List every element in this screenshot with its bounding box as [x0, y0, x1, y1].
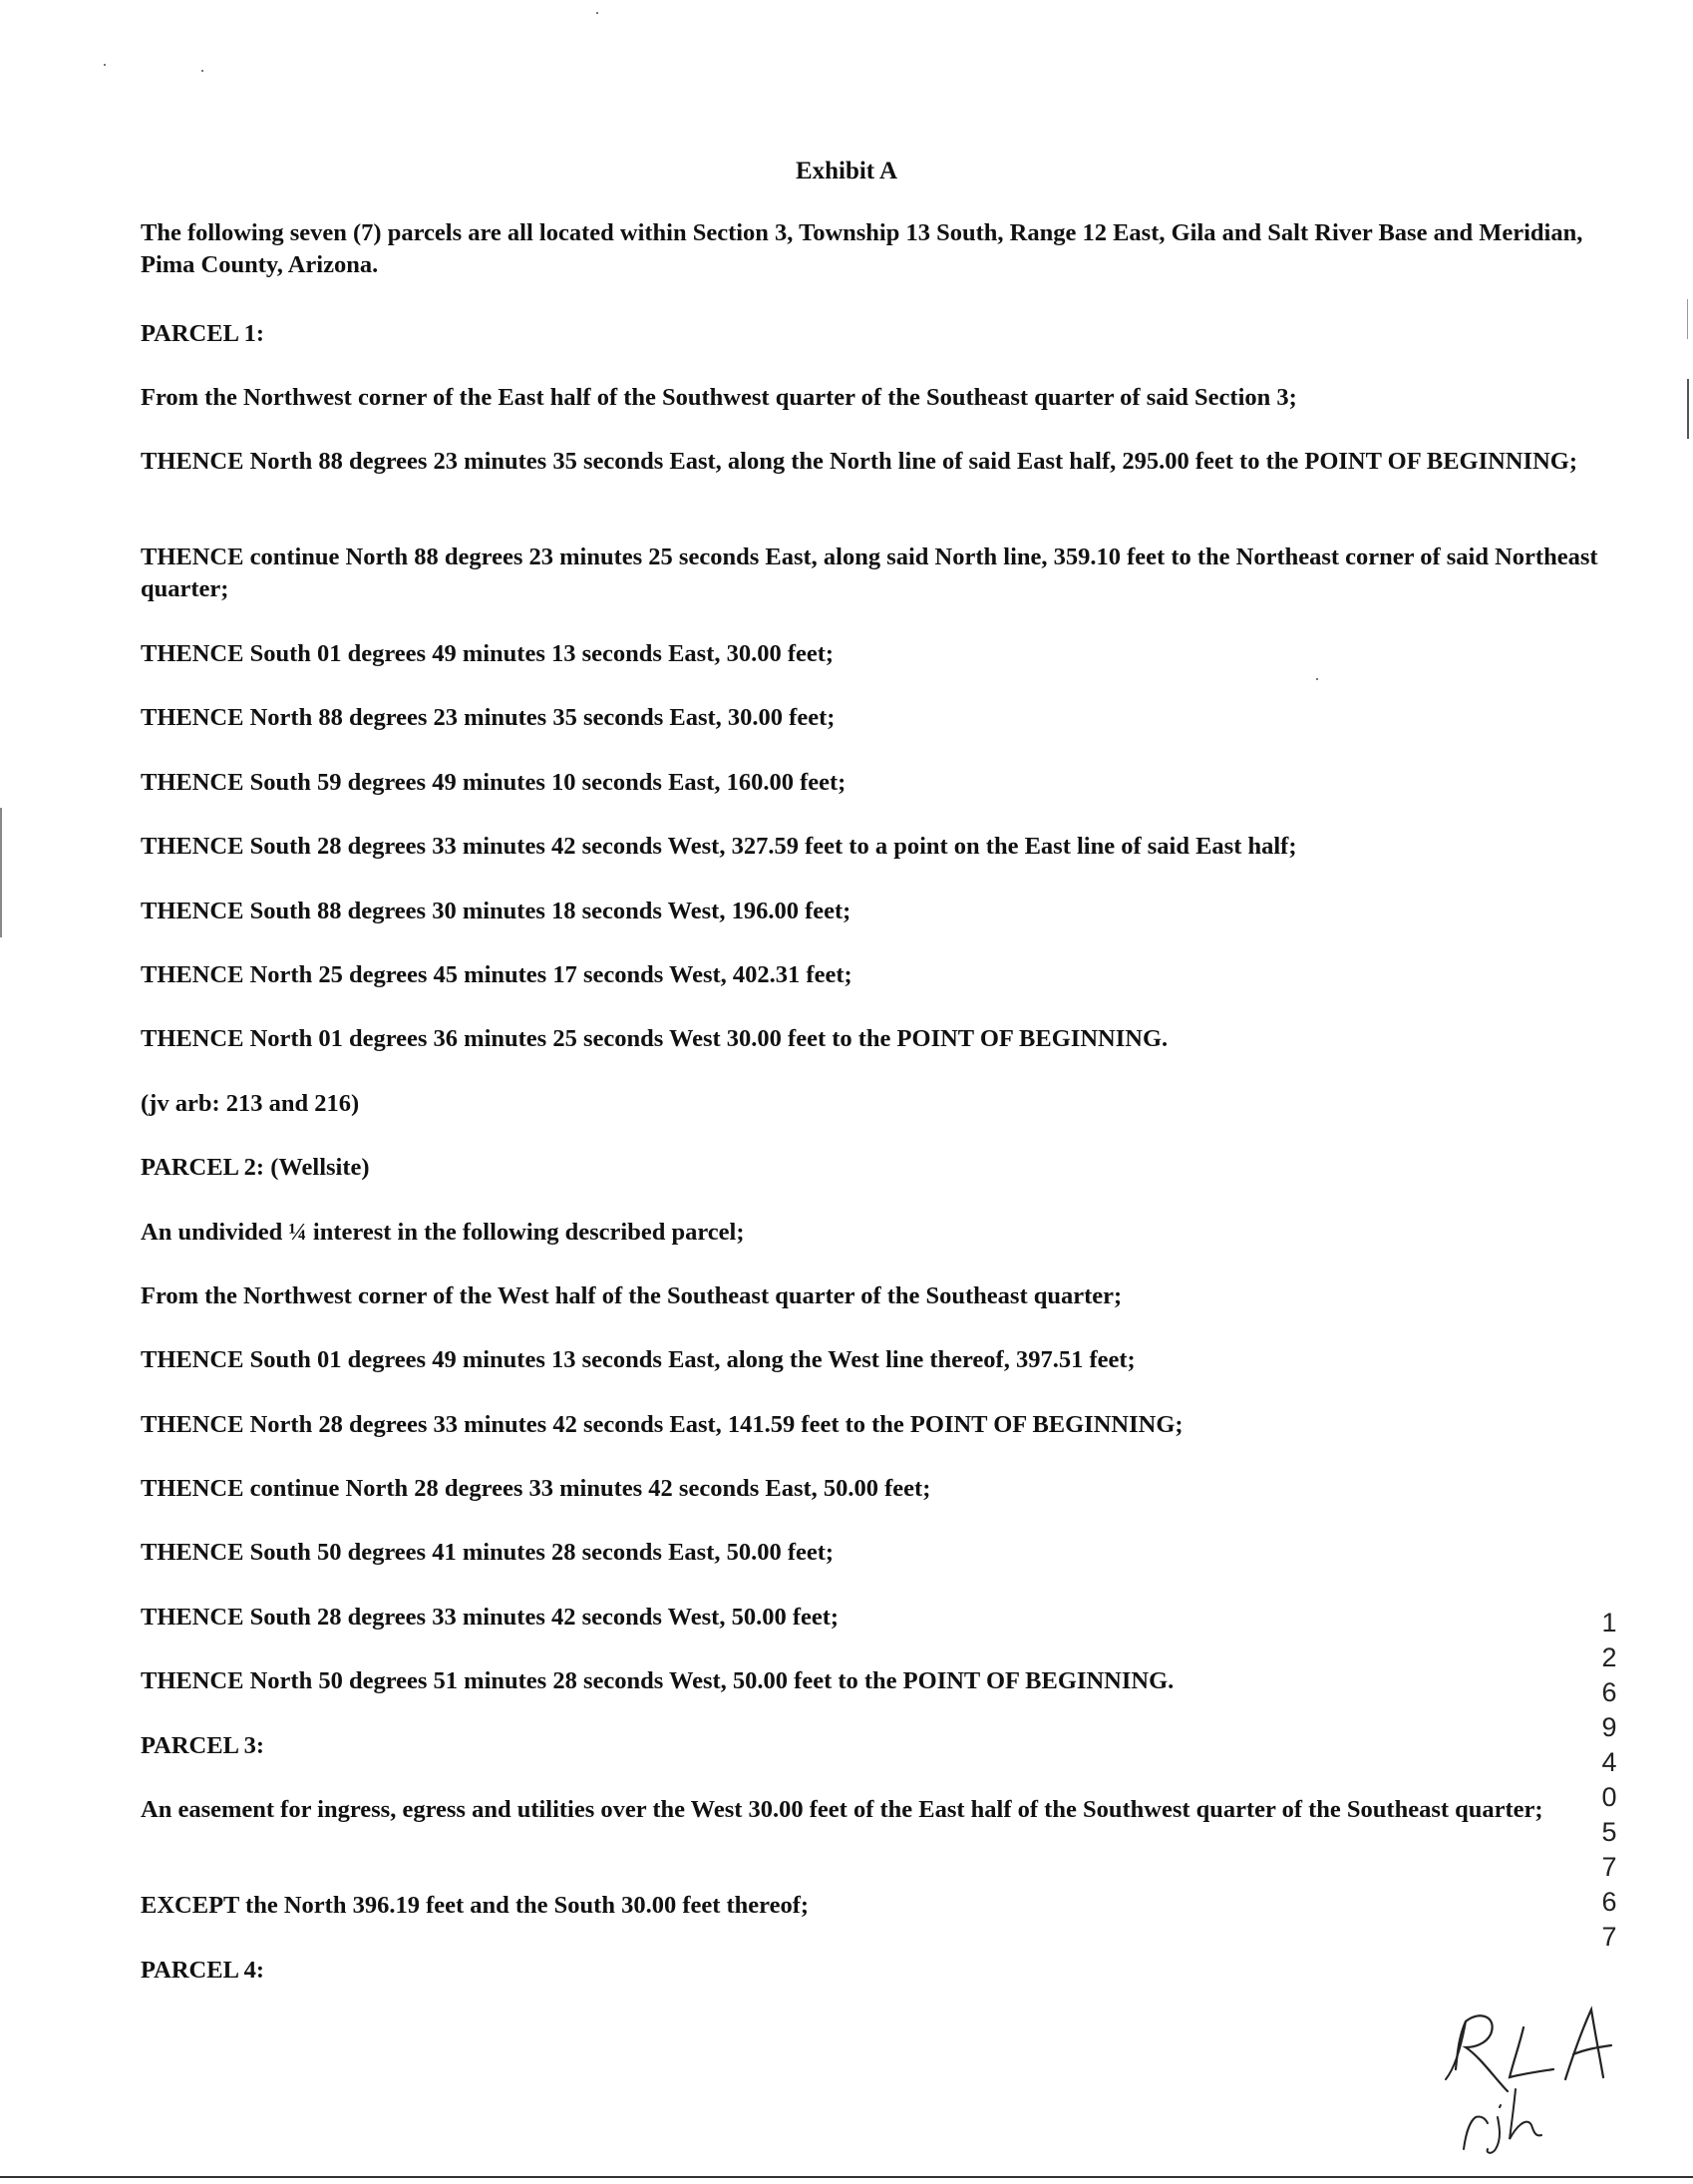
- intro-paragraph: The following seven (7) parcels are all located within Section 3, Township 13 South, Range 12 East, Gila and Salt River Base and Meridian, Pima County, Arizona.: [141, 219, 1583, 278]
- scan-speck: [201, 70, 203, 72]
- parcel-1-from: From the Northwest corner of the East half of the Southwest quarter of the Southeast quarter of said Section 3;: [141, 384, 1297, 411]
- parcel-1-course-7: THENCE South 88 degrees 30 minutes 18 seconds West, 196.00 feet;: [141, 898, 851, 924]
- scan-edge-mark-bottom: [0, 2176, 1693, 2178]
- parcel-1-course-6: THENCE South 28 degrees 33 minutes 42 seconds West, 327.59 feet to a point on the East line of said East half;: [141, 833, 1297, 860]
- parcel-2-course-5: THENCE South 28 degrees 33 minutes 42 seconds West, 50.00 feet;: [141, 1604, 840, 1631]
- parcel-2-course-6: THENCE North 50 degrees 51 minutes 28 seconds West, 50.00 feet to the POINT OF BEGINNING.: [141, 1667, 1175, 1694]
- parcel-1-course-8: THENCE North 25 degrees 45 minutes 17 seconds West, 402.31 feet;: [141, 961, 852, 988]
- parcel-1-course-4: THENCE North 88 degrees 23 minutes 35 seconds East, 30.00 feet;: [141, 704, 836, 731]
- parcel-2-course-3: THENCE continue North 28 degrees 33 minutes 42 seconds East, 50.00 feet;: [141, 1475, 931, 1502]
- scan-speck: [596, 12, 598, 14]
- scan-speck: [1316, 678, 1318, 680]
- parcel-1-course-3: THENCE South 01 degrees 49 minutes 13 seconds East, 30.00 feet;: [141, 640, 835, 667]
- parcel-3-heading: PARCEL 3:: [141, 1732, 265, 1759]
- parcel-3-exception: EXCEPT the North 396.19 feet and the South 30.00 feet thereof;: [141, 1892, 810, 1919]
- parcel-1-course-5: THENCE South 59 degrees 49 minutes 10 seconds East, 160.00 feet;: [141, 769, 846, 796]
- parcel-1-course-2: THENCE continue North 88 degrees 23 minutes 25 seconds East, along said North line, 359.10 feet to the Northeast corner of said Northeast quarter;: [141, 544, 1598, 602]
- document-title: Exhibit A: [795, 158, 898, 184]
- scan-edge-mark-right-faint: [1687, 299, 1688, 339]
- parcel-2-course-2: THENCE North 28 degrees 33 minutes 42 seconds East, 141.59 feet to the POINT OF BEGINNING;: [141, 1411, 1184, 1438]
- parcel-3-easement: An easement for ingress, egress and utilities over the West 30.00 feet of the East half of the Southwest quarter of the Southeast quarter;: [141, 1796, 1543, 1823]
- parcel-1-course-9: THENCE North 01 degrees 36 minutes 25 seconds West 30.00 feet to the POINT OF BEGINNING.: [141, 1025, 1169, 1052]
- scan-edge-mark-left: [0, 808, 2, 937]
- parcel-1-course-1: THENCE North 88 degrees 23 minutes 35 seconds East, along the North line of said East half, 295.00 feet to the POINT OF BEGINNING;: [141, 448, 1577, 475]
- parcel-4-heading: PARCEL 4:: [141, 1957, 265, 1984]
- parcel-2-heading: PARCEL 2: (Wellsite): [141, 1154, 370, 1181]
- scan-speck: [104, 64, 106, 66]
- parcel-2-interest: An undivided ¼ interest in the following described parcel;: [141, 1219, 745, 1246]
- scan-edge-mark-right: [1687, 379, 1689, 439]
- parcel-2-course-1: THENCE South 01 degrees 49 minutes 13 seconds East, along the West line thereof, 397.51 feet;: [141, 1346, 1136, 1373]
- parcel-2-from: From the Northwest corner of the West half of the Southeast quarter of the Southeast quarter;: [141, 1282, 1123, 1309]
- handwritten-initials: [1436, 2000, 1635, 2159]
- recording-number: [1597, 1606, 1621, 1955]
- parcel-1-reference: (jv arb: 213 and 216): [141, 1090, 360, 1117]
- parcel-2-course-4: THENCE South 50 degrees 41 minutes 28 seconds East, 50.00 feet;: [141, 1539, 835, 1566]
- recording-number-text: 12694 0576 7: [1601, 1608, 1617, 1952]
- parcel-1-heading: PARCEL 1:: [141, 320, 265, 347]
